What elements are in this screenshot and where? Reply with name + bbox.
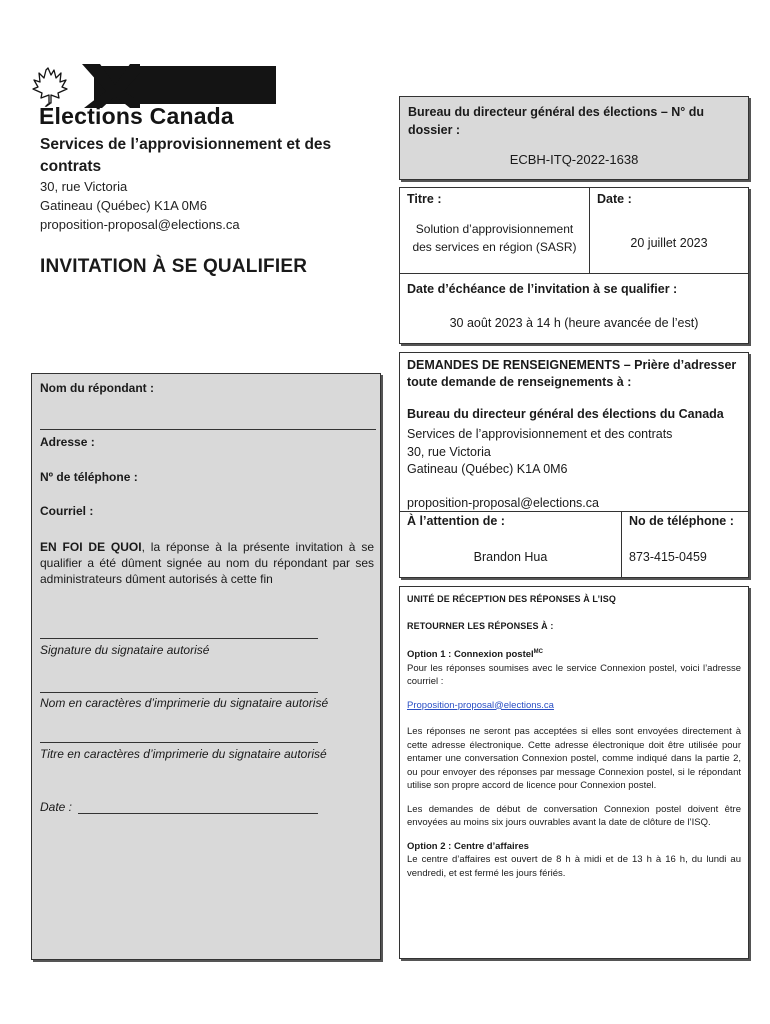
deadline-value: 30 août 2023 à 14 h (heure avancée de l’est): [449, 316, 699, 330]
contact-row: [400, 511, 748, 577]
option1-text: Pour les réponses soumises avec le service Connexion postel, voici l’adresse courriel :: [407, 662, 741, 688]
return-title: RETOURNER LES RÉPONSES À :: [407, 620, 554, 631]
spacer: [407, 633, 741, 646]
attention-label: À l’attention de :: [407, 514, 505, 528]
enquiries-box: [399, 352, 749, 578]
enquiries-heading: DEMANDES DE RENSEIGNEMENTS – Prière d’adresser toute demande de renseignements à :: [407, 358, 737, 389]
phone-cell: [622, 512, 748, 577]
contact-name: Brandon Hua: [473, 550, 548, 564]
enquiries-address: [407, 426, 672, 479]
title-label: Titre :: [407, 192, 442, 206]
printed-name-line: [40, 692, 318, 693]
org-name: Services de l’approvisionnement et des contrats: [40, 136, 332, 175]
contact-phone: 873-415-0459: [629, 550, 707, 564]
signature-caption: Signature du signataire autorisé: [40, 643, 210, 657]
address-line: Services de l’approvisionnement et des contrats: [407, 427, 673, 441]
date-cell: [590, 188, 748, 273]
printed-title-caption: Titre en caractères d’imprimerie du signataire autorisé: [40, 747, 327, 761]
option2-text: Le centre d’affaires est ouvert de 8 h à midi et de 13 h à 16 h, du lundi au vendredi, et est fermé les jours fériés.: [407, 854, 741, 879]
address-line: Gatineau (Québec) K1A 0M6: [40, 198, 207, 213]
file-number-box: [399, 96, 749, 180]
enquiries-org: Bureau du directeur général des élections du Canada: [407, 407, 724, 421]
option2-title: Option 2 : Centre d’affaires: [407, 840, 529, 852]
spacer: [407, 607, 741, 620]
printed-name-caption: Nom en caractères d’imprimerie du signataire autorisé: [40, 696, 329, 710]
printed-title-line: [40, 742, 318, 743]
signature-line: [40, 638, 318, 639]
org-address: [40, 177, 240, 234]
title-cell: [400, 188, 590, 273]
respondent-box: [31, 373, 381, 960]
bid-receiving-box: [399, 586, 749, 959]
witness-text: , la réponse à la présente invitation à se qualifier a été dûment signée au nom du répondant par ses administrateurs dûment autorisés à cette fin: [40, 540, 374, 586]
spacer: [407, 712, 741, 725]
deadline-label: Date d’échéance de l’invitation à se qualifier :: [407, 282, 678, 296]
date-label: Date :: [597, 192, 632, 206]
spacer: [407, 830, 741, 840]
logo-wordmark: Élections Canada: [39, 103, 234, 129]
postel-email-link[interactable]: Proposition-proposal@elections.ca: [407, 699, 554, 711]
respondent-phone-label: Nº de téléphone :: [40, 470, 138, 484]
respondent-name-label: Nom du répondant :: [40, 381, 154, 395]
divider: [40, 429, 376, 430]
file-number: ECBH-ITQ-2022-1638: [509, 152, 639, 167]
document-title: INVITATION À SE QUALIFIER: [40, 256, 308, 277]
address-line: 30, rue Victoria: [40, 179, 128, 194]
title-value: Solution d’approvisionnement des services en région (SASR): [412, 222, 577, 254]
witness-bold: EN FOI DE QUOI: [40, 540, 142, 554]
spacer: [407, 793, 741, 803]
postel-paragraph: Les réponses ne seront pas acceptées si elles sont envoyées directement à cette adresse électronique. Cette adresse électronique doit être utilisée pour entamer une conversation Connexion postel, comme indiqué dans la partie 2, ou pour envoyer des réponses par message Connexion postel, si le répondant utilise son propre accord de licence pour Connexion postel.: [407, 726, 741, 792]
respondent-email-label: Courriel :: [40, 504, 94, 518]
address-line: 30, rue Victoria: [407, 444, 491, 459]
spacer: [407, 689, 741, 699]
address-line: Gatineau (Québec) K1A 0M6: [407, 462, 568, 476]
option1-heading: [407, 646, 741, 662]
enquiries-email: proposition-proposal@elections.ca: [407, 496, 599, 510]
maple-leaf-x-icon: [30, 58, 140, 108]
witness-statement: [40, 539, 374, 587]
postel-deadline-paragraph: Les demandes de début de conversation Connexion postel doivent être envoyées au moins six jours ouvrables avant la date de clôture de l’ISQ.: [407, 803, 741, 829]
date-caption: Date :: [40, 800, 73, 814]
phone-label: No de téléphone :: [629, 514, 734, 528]
date-line: [78, 813, 318, 814]
option1-title: Option 1 : Connexion postel: [407, 649, 534, 661]
file-number-label: Bureau du directeur général des élections – N° du dossier :: [408, 105, 705, 137]
org-email: proposition-proposal@elections.ca: [40, 217, 240, 232]
solicitation-box: [399, 187, 749, 344]
date-value: 20 juillet 2023: [630, 236, 708, 250]
elections-canada-logo: [30, 58, 280, 128]
bid-receiving-title: UNITÉ DE RÉCEPTION DES RÉPONSES À L’ISQ: [407, 594, 616, 604]
title-date-row: [400, 188, 748, 274]
attention-cell: [400, 512, 622, 577]
trademark-sup: MC: [533, 649, 544, 655]
respondent-address-label: Adresse :: [40, 435, 95, 449]
